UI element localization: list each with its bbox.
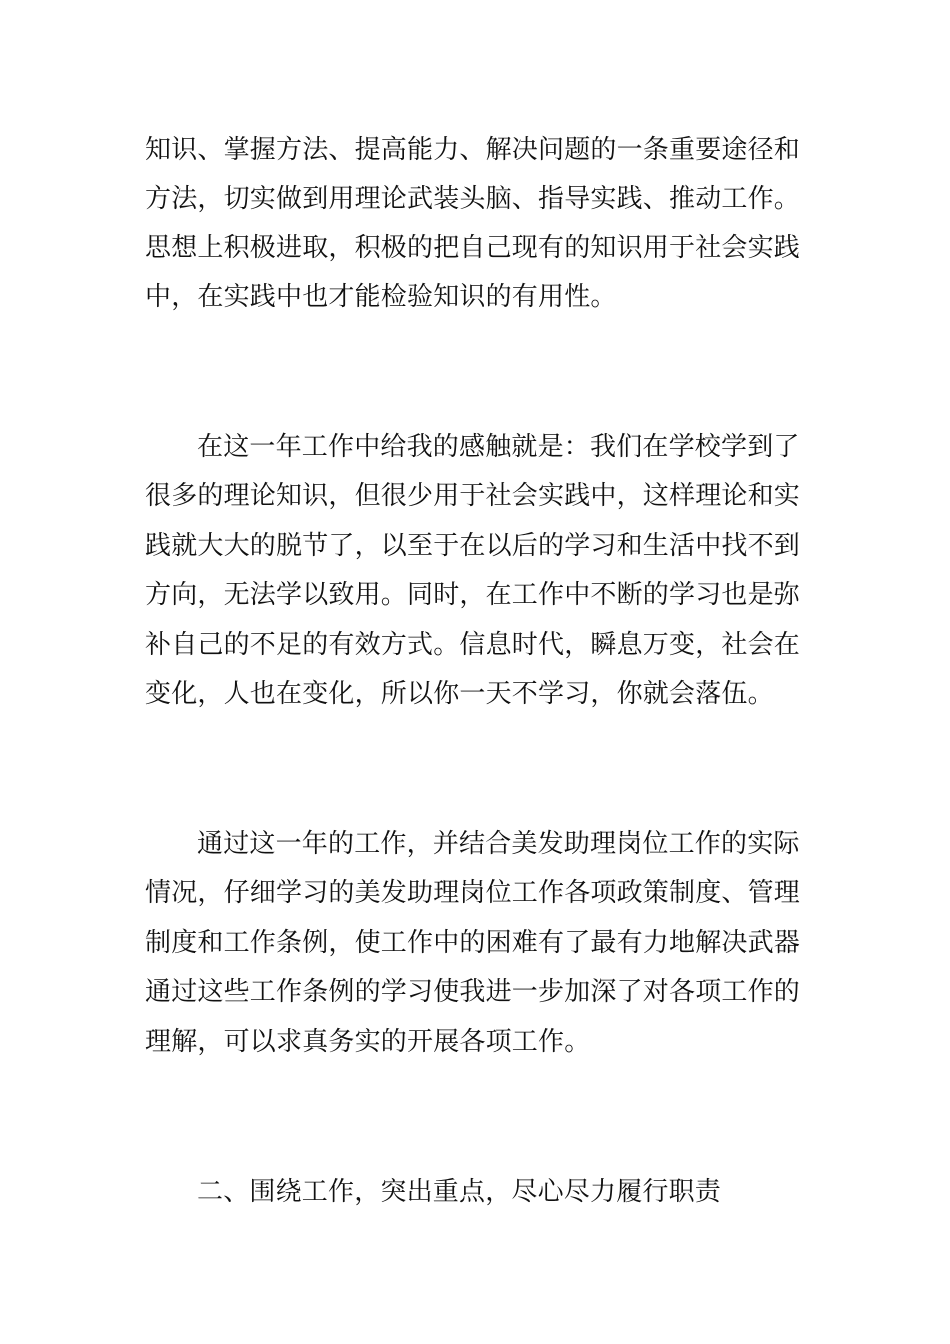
- paragraph-line: 践就大大的脱节了，以至于在以后的学习和生活中找不到: [145, 531, 801, 561]
- section-heading: 二、围绕工作，突出重点，尽心尽力履行职责: [197, 1177, 722, 1207]
- paragraph-line: 很多的理论知识，但很少用于社会实践中，这样理论和实: [145, 481, 801, 511]
- paragraph-line: 方向，无法学以致用。同时，在工作中不断的学习也是弥: [145, 580, 801, 610]
- paragraph-line: 中，在实践中也才能检验知识的有用性。: [145, 282, 617, 312]
- paragraph-line: 变化，人也在变化，所以你一天不学习，你就会落伍。: [145, 679, 774, 709]
- paragraph-line: 情况，仔细学习的美发助理岗位工作各项政策制度、管理: [145, 878, 801, 908]
- paragraph-line: 理解，可以求真务实的开展各项工作。: [145, 1027, 591, 1057]
- paragraph-line: 知识、掌握方法、提高能力、解决问题的一条重要途径和: [145, 135, 801, 165]
- paragraph-line: 制度和工作条例，使工作中的困难有了最有力地解决武器: [145, 928, 801, 958]
- paragraph-line: 在这一年工作中给我的感触就是：我们在学校学到了: [197, 432, 800, 462]
- paragraph-line: 通过这一年的工作，并结合美发助理岗位工作的实际: [197, 829, 800, 859]
- paragraph-line: 通过这些工作条例的学习使我进一步加深了对各项工作的: [145, 977, 801, 1007]
- paragraph-line: 补自己的不足的有效方式。信息时代，瞬息万变，社会在: [145, 630, 801, 660]
- paragraph-line: 思想上积极进取，积极的把自己现有的知识用于社会实践: [145, 233, 801, 263]
- paragraph-line: 方法，切实做到用理论武装头脑、指导实践、推动工作。: [145, 184, 801, 214]
